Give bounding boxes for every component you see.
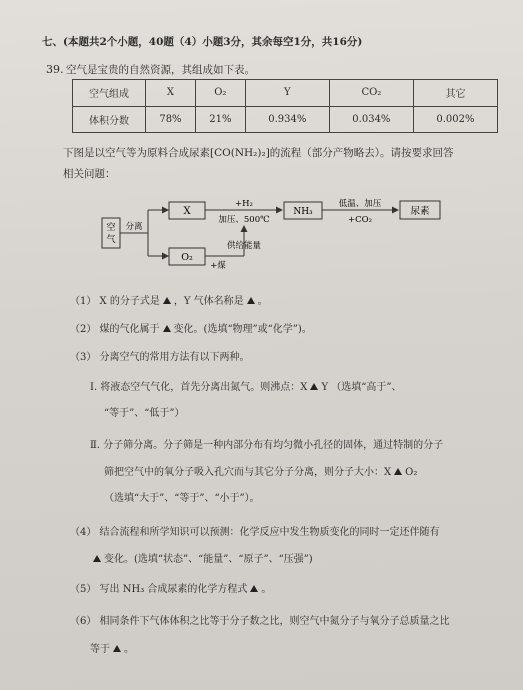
blank-mark-icon <box>247 297 255 304</box>
q3-2c-text: （选填“大于”、“等于”、“小于”）。 <box>104 493 260 504</box>
blank-mark-icon <box>310 383 318 390</box>
separate-label: 分离 <box>125 222 143 232</box>
table-row <box>73 80 498 107</box>
subquestion-4 <box>70 523 440 538</box>
blank-mark-icon <box>113 645 121 652</box>
q3-2-text: Ⅱ. 分子筛分离。分子筛是一种内部分布有均匀微小孔径的固体，通过特制的分子 <box>90 440 444 451</box>
urea-flow-diagram <box>96 190 456 280</box>
table-cell: 0.934% <box>245 106 329 133</box>
h2-label: +H₂ <box>235 199 253 209</box>
table-cell: O₂ <box>195 80 245 107</box>
section-header: 七、(本题共2个小题，40题（4）小题3分，其余每空1分，共16分) <box>42 36 363 48</box>
blank-mark-icon <box>394 468 402 475</box>
air-label-2: 气 <box>106 235 116 245</box>
question-number: 39. <box>46 63 64 76</box>
subquestion-3-method-2 <box>90 436 443 451</box>
o2-box-label: O₂ <box>181 252 193 263</box>
subquestion-2 <box>70 320 312 335</box>
subquestion-3-method-2-cont2 <box>104 489 260 504</box>
urea-box-label: 尿素 <box>410 206 430 217</box>
q6-text: （6） 相同条件下气体体积之比等于分子数之比，则空气中氮分子与氧分子总质量之比 <box>70 616 450 627</box>
table-cell: 0.002% <box>413 106 497 133</box>
q2-text-b: 变化。(选填“物理”或“化学”)。 <box>173 324 312 335</box>
blank-mark-icon <box>163 325 171 332</box>
air-label-1: 空 <box>106 223 116 233</box>
subquestion-3 <box>70 348 250 363</box>
co2-label: +CO₂ <box>347 215 373 225</box>
subquestion-5 <box>70 580 271 595</box>
q5-text-b: 。 <box>261 584 272 595</box>
blank-mark-icon <box>250 585 258 592</box>
coal-label: +煤 <box>210 261 226 271</box>
blank-mark-icon <box>93 555 101 562</box>
q1-text-b: ，Y 气体名称是 <box>173 296 244 307</box>
subquestion-6-cont <box>90 640 134 655</box>
subquestion-3-method-1-cont <box>104 404 184 419</box>
q3-2b-text-a: 筛把空气中的氧分子吸入孔穴而与其它分子分离，则分子大小：X <box>104 467 392 478</box>
q1-text-a: （1） X 的分子式是 <box>70 296 160 307</box>
subquestion-3-method-1 <box>90 378 401 393</box>
subquestion-1 <box>70 292 268 307</box>
table-cell: 78% <box>146 106 196 133</box>
nh3-box-label: NH₃ <box>293 207 313 217</box>
cond2-label: 低温、加压 <box>338 199 382 209</box>
q3-1-text-a: Ⅰ. 将液态空气气化，首先分离出氮气。则沸点：X <box>90 382 308 393</box>
process-intro-line1: 下图是以空气等为原料合成尿素[CO(NH₂)₂]的流程（部分产物略去）。请按要求回答 <box>63 147 454 159</box>
q2-text-a: （2） 煤的气化属于 <box>70 324 160 335</box>
q3-1b-text: “等于”、“低于”） <box>104 408 185 419</box>
table-cell: CO₂ <box>329 80 413 107</box>
table-cell: X <box>146 80 196 107</box>
table-cell: 体积分数 <box>73 106 146 133</box>
q4b-text: 变化。(选填“状态”、“能量”、“原子”、“压强”) <box>104 554 313 565</box>
air-composition-table <box>72 79 498 133</box>
process-intro-line2: 相关问题： <box>63 168 116 180</box>
q3-1-text-b: Y （选填“高于”、 <box>321 382 402 393</box>
subquestion-3-method-2-cont <box>104 463 417 478</box>
x-box-label: X <box>183 206 191 217</box>
table-cell: 空气组成 <box>73 80 146 107</box>
q3-text: （3） 分离空气的常用方法有以下两种。 <box>70 352 250 363</box>
energy-label: 供给能量 <box>226 241 262 251</box>
cond1-label: 加压、500℃ <box>218 215 270 225</box>
q5-text-a: （5） 写出 NH₃ 合成尿素的化学方程式 <box>70 584 248 595</box>
table-cell: 0.034% <box>329 106 413 133</box>
question-intro: 空气是宝贵的自然资源，其组成如下表。 <box>66 64 255 76</box>
q6b-text-a: 等于 <box>90 644 110 655</box>
table-cell: 21% <box>195 106 245 133</box>
q4-text: （4） 结合流程和所学知识可以预测：化学反应中发生物质变化的同时一定还伴随有 <box>70 527 440 538</box>
blank-mark-icon <box>163 297 171 304</box>
table-cell: Y <box>245 80 329 107</box>
q3-2b-text-b: O₂ <box>405 467 418 478</box>
table-row <box>73 106 498 133</box>
subquestion-4-cont <box>90 550 313 565</box>
table-cell: 其它 <box>413 80 497 107</box>
subquestion-6 <box>70 612 450 627</box>
q1-text-c: 。 <box>257 296 268 307</box>
q6b-text-b: 。 <box>124 644 134 655</box>
